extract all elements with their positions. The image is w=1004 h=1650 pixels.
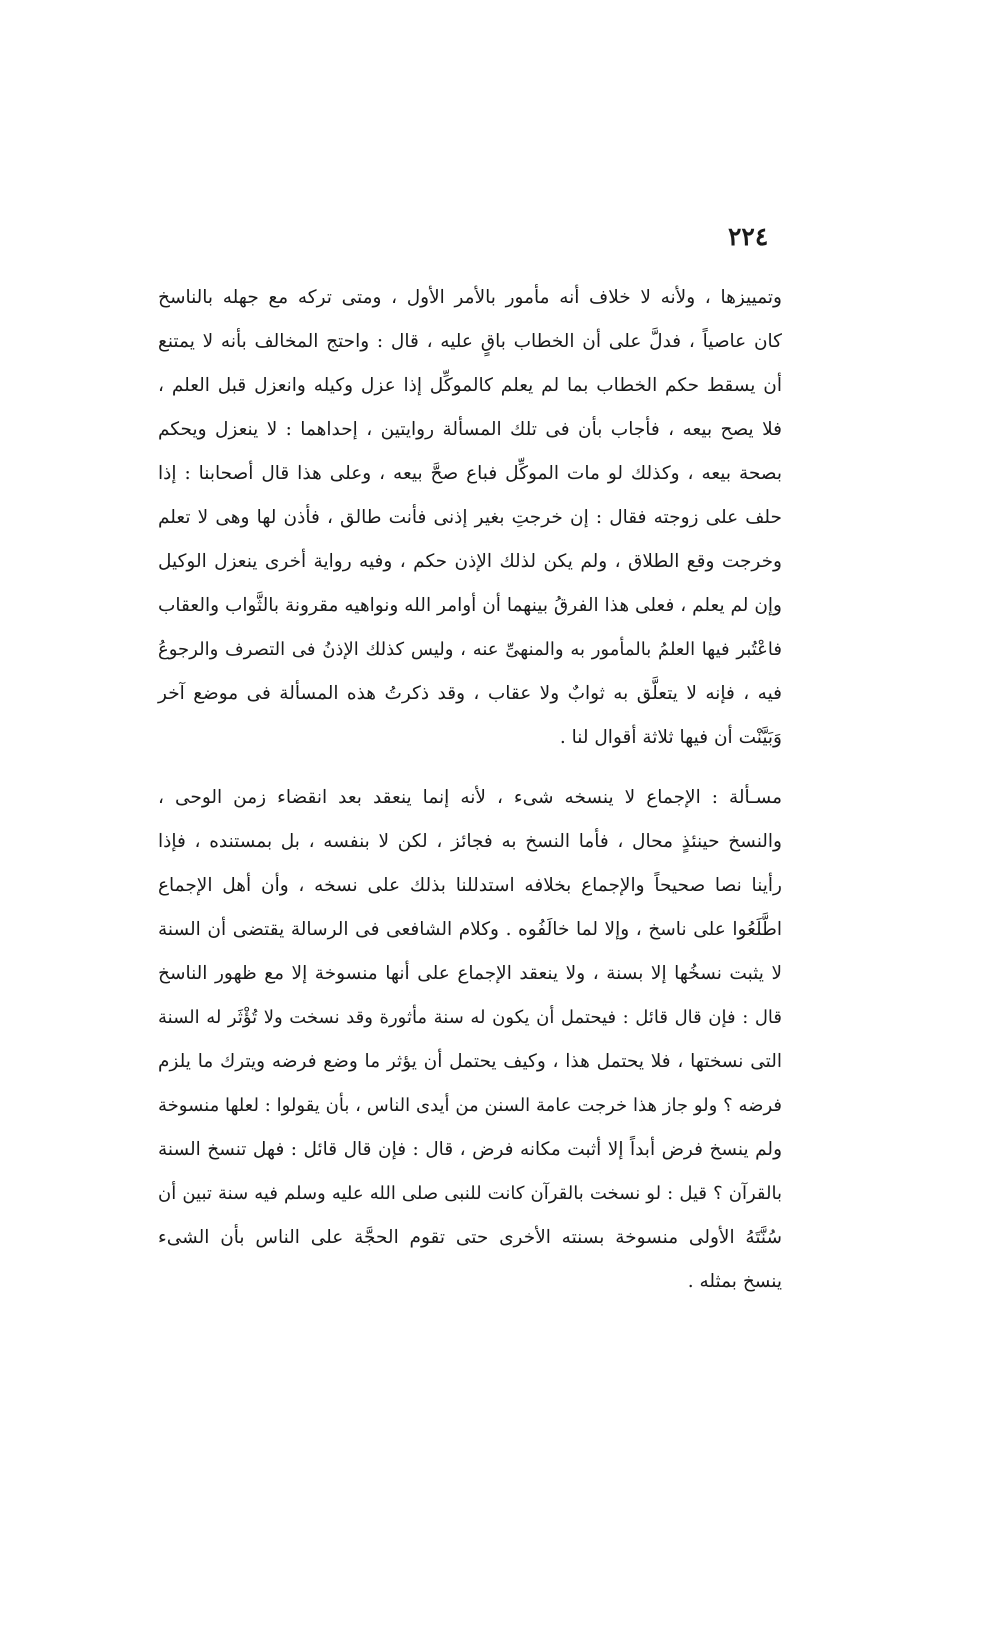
text-line: بصحة بيعه ، وكذلك لو مات الموكِّل فباع صحَّ بيعه ، وعلى هذا قال أصحابنا : إذا	[158, 463, 782, 484]
text-line: التى نسختها ، فلا يحتمل هذا ، وكيف يحتمل أن يؤثر ما وضع فرضه ويترك ما يلزم	[158, 1051, 782, 1072]
text-line: سُنَّتَهُ الأولى منسوخة بسنته الأخرى حتى تقوم الحجَّة على الناس بأن الشىء	[158, 1227, 782, 1248]
text-line: لا يثبت نسخُها إلا بسنة ، ولا ينعقد الإجماع على أنها منسوخة إلا مع ظهور الناسخ	[158, 963, 782, 984]
paragraph-2	[158, 776, 782, 1304]
text-line: كان عاصياً ، فدلَّ على أن الخطاب باقٍ عليه ، قال : واحتج المخالف بأنه لا يمتنع	[158, 331, 782, 352]
text-line: وإن لم يعلم ، فعلى هذا الفرقُ بينهما أن أوامر الله ونواهيه مقرونة بالثَّواب والعقاب	[158, 595, 782, 616]
text-line: مسـألة : الإجماع لا ينسخه شىء ، لأنه إنما ينعقد بعد انقضاء زمن الوحى ،	[158, 787, 782, 808]
text-line: وخرجت وقع الطلاق ، ولم يكن لذلك الإذن حكم ، وفيه رواية أخرى ينعزل الوكيل	[158, 551, 782, 572]
text-line: رأينا نصا صحيحاً والإجماع بخلافه استدللنا بذلك على نسخه ، وأن أهل الإجماع	[158, 875, 782, 896]
text-line: اطَّلَعُوا على ناسخ ، وإلا لما خالَفُوه . وكلام الشافعى فى الرسالة يقتضى أن السنة	[158, 919, 782, 940]
text-line: وتمييزها ، ولأنه لا خلاف أنه مأمور بالأمر الأول ، ومتى تركه مع جهله بالناسخ	[158, 287, 782, 308]
text-line: ولم ينسخ فرض أبداً إلا أثبت مكانه فرض ، قال : فإن قال قائل : فهل تنسخ السنة	[158, 1139, 782, 1160]
text-line: بالقرآن ؟ قيل : لو نسخت بالقرآن كانت للنبى صلى الله عليه وسلم فيه سنة تبين أن	[158, 1183, 782, 1204]
text-line: فرضه ؟ ولو جاز هذا خرجت عامة السنن من أيدى الناس ، بأن يقولوا : لعلها منسوخة	[158, 1095, 782, 1116]
paragraph-gap	[158, 760, 782, 776]
text-line: أن يسقط حكم الخطاب بما لم يعلم كالموكِّل إذا عزل وكيله وانعزل قبل العلم ،	[158, 375, 782, 396]
body-text	[158, 276, 782, 1304]
text-line: والنسخ حينئذٍ محال ، فأما النسخ به فجائز ، لكن لا بنفسه ، بل بمستنده ، فإذا	[158, 831, 782, 852]
page-number: ٢٢٤	[728, 222, 769, 251]
text-line: فيه ، فإنه لا يتعلَّق به ثوابٌ ولا عقاب ، وقد ذكرتُ هذه المسألة فى موضع آخر	[158, 683, 782, 704]
text-line: حلف على زوجته فقال : إن خرجتِ بغير إذنى فأنت طالق ، فأذن لها وهى لا تعلم	[158, 507, 782, 528]
text-line: فاعْتُبر فيها العلمُ بالمأمور به والمنهىِّ عنه ، وليس كذلك الإذنُ فى التصرف والرجوعُ	[158, 639, 782, 660]
paragraph-1	[158, 276, 782, 760]
text-line: وَبَيَّنْت أن فيها ثلاثة أقوال لنا .	[559, 727, 782, 748]
text-line: فلا يصح بيعه ، فأجاب بأن فى تلك المسألة روايتين ، إحداهما : لا ينعزل ويحكم	[158, 419, 782, 440]
text-line: قال : فإن قال قائل : فيحتمل أن يكون له سنة مأثورة وقد نسخت ولا تُؤْثَر له السنة	[158, 1007, 782, 1028]
text-line: ينسخ بمثله .	[687, 1271, 782, 1292]
